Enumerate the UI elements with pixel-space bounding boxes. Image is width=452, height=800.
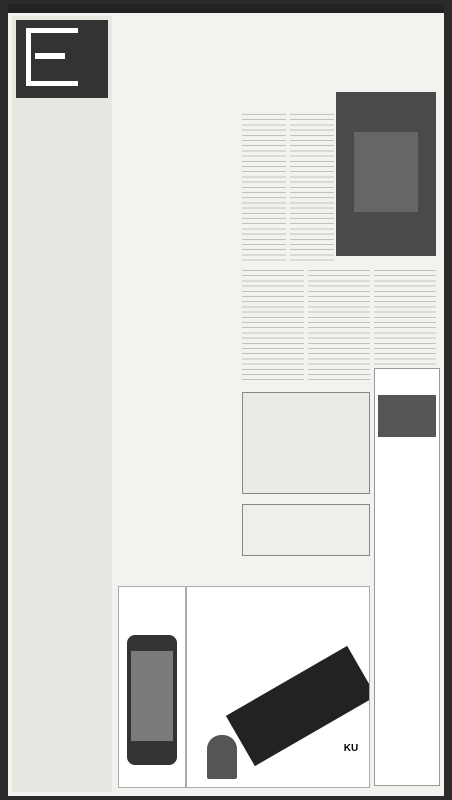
- concert-photo: [336, 92, 436, 256]
- article-text-col2: [290, 114, 334, 264]
- article-text-col4: [308, 270, 370, 380]
- horoscope-column: [12, 16, 112, 792]
- crossword-grid: [118, 248, 230, 360]
- section-logo: [16, 20, 108, 98]
- phone-screen: [131, 651, 173, 741]
- lecture-date: [299, 599, 352, 627]
- banner-text: [236, 657, 340, 717]
- article-text-col5: [374, 270, 436, 368]
- grammy-ad[interactable]: [242, 392, 370, 494]
- dean-lecture-ad[interactable]: [186, 586, 370, 788]
- sudoku-grid: [124, 386, 232, 494]
- article-text-col1: [242, 114, 286, 264]
- artist-photo: [378, 395, 436, 437]
- phone-icon: [127, 635, 177, 765]
- ku-logo: [337, 743, 365, 754]
- rockchalk-ad[interactable]: [242, 504, 370, 556]
- article-text-col3: [242, 270, 304, 380]
- e-logo-icon: [26, 28, 78, 86]
- liberty-hall-ad[interactable]: [374, 368, 440, 786]
- page-header: [8, 4, 444, 13]
- newspaper-page: [8, 4, 444, 796]
- speaker-photo: [207, 735, 237, 779]
- instagram-ad[interactable]: [118, 586, 186, 788]
- ku-mark-icon: KU: [343, 743, 359, 754]
